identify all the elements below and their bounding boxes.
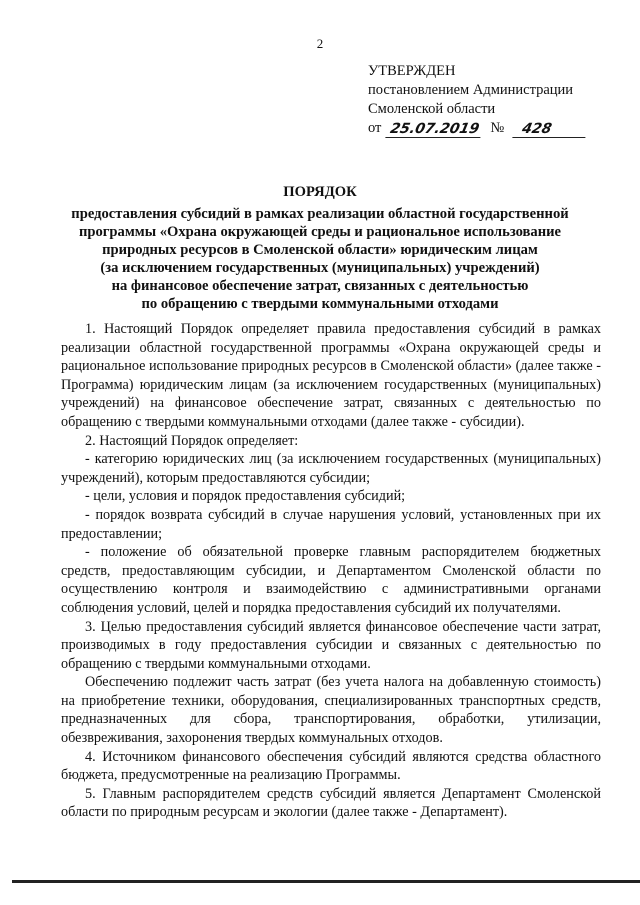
approval-region-line: Смоленской области [368,101,496,117]
paragraph: 3. Целью предоставления субсидий является финансовое обеспечение части затрат, производимых в году предоставления субсидии и связанных с деятельностью по обращению с твердыми коммунальными отходами. [61,618,601,672]
handwritten-date: 25.07.2019 [386,122,484,138]
paragraph: 5. Главным распорядителем средств субсидий является Департамент Смоленской области по природным ресурсам и экологии (далее также - Департамент). [61,785,601,821]
list-item: - положение об обязательной проверке главным распорядителем бюджетных средств, предоставляющим субсидии, и Департаментом Смоленской области по осуществлению контроля и взаимодействию с административными органами соблюдения условий, целей и порядка предоставления субсидий их получателями. [61,544,601,616]
number-prefix: № [490,120,505,136]
approval-stamp-block [368,62,587,138]
title-line: по обращению с твердыми коммунальными отходами [141,296,499,312]
title-line: на финансовое обеспечение затрат, связанных с деятельностью [111,278,529,294]
approval-date-number-row [368,119,587,138]
scan-bottom-edge [12,880,640,883]
paragraph: 1. Настоящий Порядок определяет правила предоставления субсидий в рамках реализации областной государственной программы «Охрана окружающей среды и рациональное использование природных ресурсов в Смоленской области» (далее также - Программа) юридическим лицам (за исключением государственных (муниципальных) учреждений) на финансовое обеспечение затрат, связанных с деятельностью по обращению с твердыми коммунальными отходами (далее также - субсидии). [61,321,601,430]
date-prefix: от [368,120,382,136]
document-title [40,183,600,313]
list-item: - цели, условия и порядок предоставления субсидий; [85,488,406,505]
approval-heading: УТВЕРЖДЕН [368,63,456,79]
title-main: ПОРЯДОК [283,184,357,200]
title-line: (за исключением государственных (муниципальных) учреждений) [100,260,540,276]
handwritten-number: 428 [513,122,589,138]
approval-decree-line: постановлением Администрации [368,82,574,98]
page-number: 2 [316,36,324,51]
title-line: природных ресурсов в Смоленской области» юридическим лицам [102,242,538,258]
paragraph: 4. Источником финансового обеспечения субсидий являются средства областного бюджета, предусмотренные на реализацию Программы. [61,748,601,784]
document-body [61,320,601,822]
list-item: - порядок возврата субсидий в случае нарушения условий, установленных при их предоставлении; [61,506,601,542]
list-item: - категорию юридических лиц (за исключением государственных (муниципальных) учреждений), которым предоставляются субсидии; [61,451,601,486]
paragraph: 2. Настоящий Порядок определяет: [85,432,299,449]
title-line: программы «Охрана окружающей среды и рациональное использование [78,224,562,240]
title-line: предоставления субсидий в рамках реализации областной государственной [71,206,569,222]
paragraph: Обеспечению подлежит часть затрат (без учета налога на добавленную стоимость) на приобретение техники, оборудования, специализированных транспортных средств, предназначенных для сбора, транспортирования, обработки, утилизации, обезвреживания, захоронения твердых коммунальных отходов. [61,674,601,747]
